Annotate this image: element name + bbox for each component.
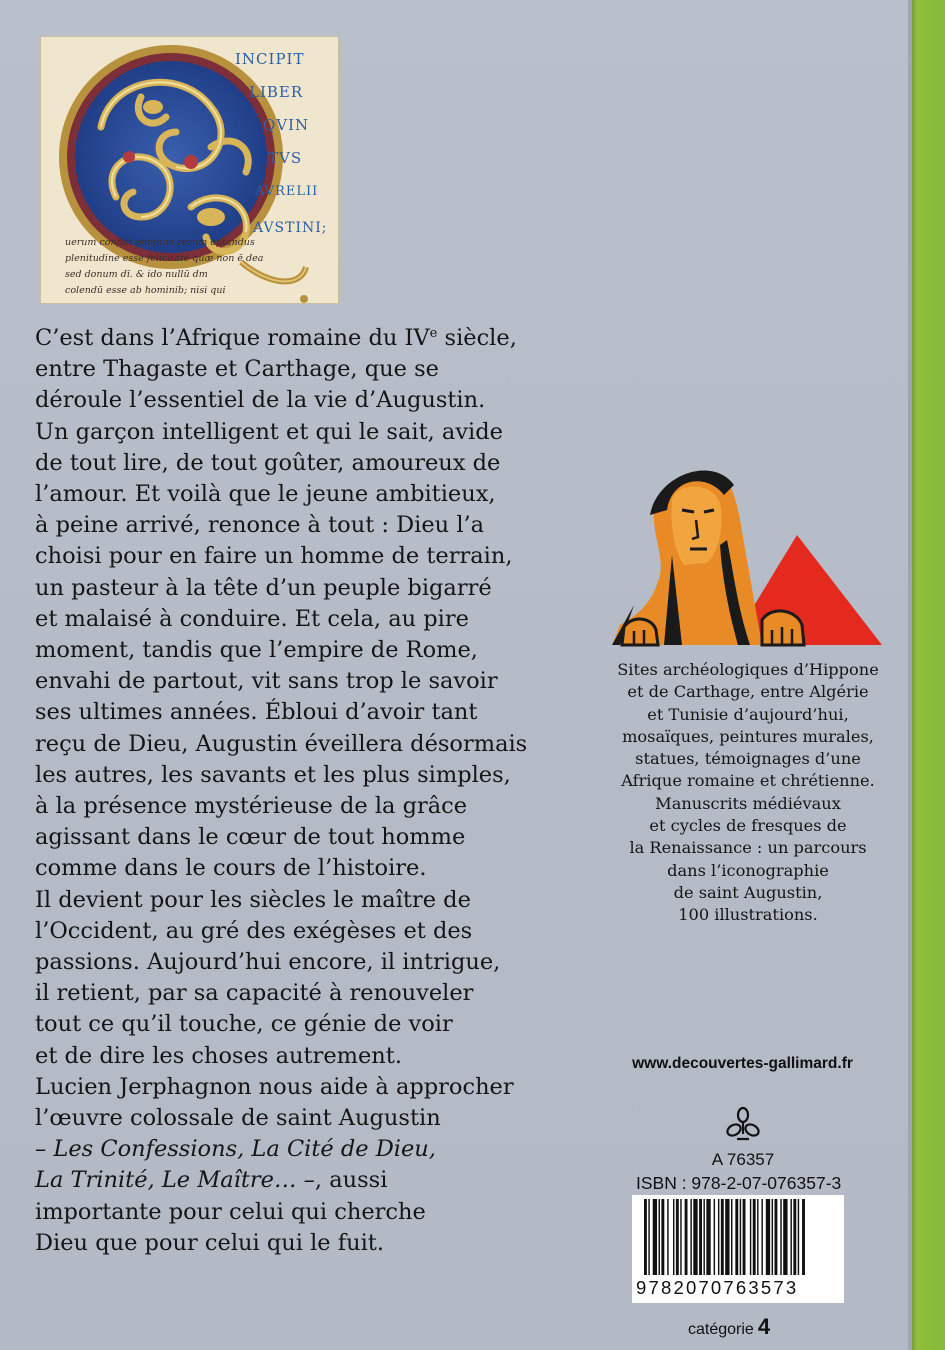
blurb-line: l’œuvre colossale de saint Augustin: [35, 1105, 441, 1132]
blurb-line: La Trinité, Le Maître… –, aussi: [35, 1167, 388, 1194]
barcode-bar: [644, 1199, 647, 1275]
barcode-bar: [783, 1199, 787, 1275]
barcode-bar: [648, 1199, 649, 1275]
blurb-line: envahi de partout, vit sans trop le savoir: [35, 668, 498, 695]
barcode-bar: [798, 1199, 799, 1275]
manuscript-line-3: sed donum dī. & ido nullū dm: [65, 269, 208, 280]
barcode-bars: [632, 1195, 844, 1279]
caption-line: de saint Augustin,: [673, 882, 823, 902]
caption-line: Afrique romaine et chrétienne.: [621, 771, 875, 791]
barcode-bar: [753, 1199, 756, 1275]
blurb-line: les autres, les savants et les plus simples,: [35, 761, 511, 788]
blurb-line: à la présence mystérieuse de la grâce: [35, 793, 468, 820]
caption-line: la Renaissance : un parcours: [629, 838, 867, 858]
blurb-line: et malaisé à conduire. Et cela, au pire: [35, 605, 469, 632]
blurb-line: ses ultimes années. Ébloui d’avoir tant: [35, 699, 478, 726]
caption-line: statues, témoignages d’une: [635, 749, 861, 769]
manuscript-word-6: AVSTINI;: [253, 220, 328, 236]
category-text: catégorie: [688, 1321, 754, 1338]
barcode-digits: 9782070763573: [636, 1277, 799, 1298]
barcode-bar: [743, 1199, 746, 1275]
barcode-bar: [718, 1199, 719, 1275]
blurb-line: de tout lire, de tout goûter, amoureux de: [35, 449, 501, 476]
illustrations-caption: [598, 659, 898, 927]
barcode-bar: [725, 1199, 729, 1275]
green-spine-strip: [912, 0, 945, 1350]
barcode-bar: [735, 1199, 738, 1275]
barcode-bar: [661, 1199, 664, 1275]
barcode-bar: [703, 1199, 704, 1275]
barcode-bar: [790, 1199, 791, 1275]
barcode-bar: [721, 1199, 724, 1275]
barcode-bar: [714, 1199, 715, 1275]
manuscript-line-1: uerum conflat omnium rerum optandus: [65, 237, 255, 248]
barcode-bar: [775, 1199, 778, 1275]
blurb-line: moment, tandis que l’empire de Rome,: [35, 637, 478, 664]
barcode-bar: [685, 1199, 688, 1275]
sphinx-pyramid-logo: [612, 455, 884, 650]
barcode-bar: [793, 1199, 796, 1275]
manuscript-word-3: QVIN: [263, 116, 310, 134]
manuscript-line-2: plenitudine esse felicitatē quæ non ē dea: [65, 253, 264, 264]
publisher-flower-icon: [726, 1106, 760, 1142]
barcode-bar: [667, 1199, 668, 1275]
barcode-bar: [766, 1199, 770, 1275]
sphinx-figure: [612, 471, 804, 645]
blurb-line: entre Thagaste et Carthage, que se: [35, 356, 439, 383]
blurb-line: passions. Aujourd’hui encore, il intrigue,: [35, 949, 501, 976]
manuscript-word-5: AVRELII: [255, 184, 319, 199]
caption-line: mosaïques, peintures murales,: [622, 726, 874, 746]
manuscript-line-4: colendū esse ab hominib; nisi qui: [65, 285, 226, 296]
blurb-line: choisi pour en faire un homme de terrain,: [35, 543, 513, 570]
barcode-bar: [680, 1199, 681, 1275]
blurb-line: un pasteur à la tête d’un peuple bigarré: [35, 574, 492, 601]
manuscript-word-2: LIBER: [249, 83, 304, 101]
blurb-line: comme dans le cours de l’histoire.: [35, 855, 427, 882]
blurb-line: à peine arrivé, renonce à tout : Dieu l’a: [35, 512, 485, 539]
barcode-bar: [802, 1199, 805, 1275]
blurb-line: Lucien Jerphagnon nous aide à approcher: [35, 1073, 514, 1100]
blurb-line: Un garçon intelligent et qui le sait, avide: [35, 418, 503, 445]
barcode-bar: [699, 1199, 702, 1275]
caption-line: et de Carthage, entre Algérie: [627, 682, 869, 702]
blurb-line: il retient, par sa capacité à renouveler: [35, 980, 474, 1007]
barcode-bar: [780, 1199, 781, 1275]
blurb-line: tout ce qu’il touche, ce génie de voir: [35, 1011, 453, 1038]
barcode-bar: [731, 1199, 732, 1275]
barcode-bar: [761, 1199, 762, 1275]
blurb-line: – Les Confessions, La Cité de Dieu,: [35, 1136, 436, 1163]
barcode-bar: [690, 1199, 691, 1275]
blurb-line: importante pour celui qui cherche: [35, 1198, 426, 1225]
illuminated-manuscript-image: [40, 36, 339, 304]
blurb-line: reçu de Dieu, Augustin éveillera désormais: [35, 730, 528, 757]
blurb-line: l’Occident, au gré des exégèses et des: [35, 917, 473, 944]
blurb-line: l’amour. Et voilà que le jeune ambitieux,: [35, 481, 496, 508]
isbn-number: ISBN : 978-2-07-076357-3: [636, 1173, 842, 1193]
caption-line: et cycles de fresques de: [649, 816, 847, 836]
caption-line: et Tunisie d’aujourd’hui,: [647, 704, 849, 724]
barcode-bar: [659, 1199, 660, 1275]
publisher-website: www.decouvertes-gallimard.fr: [632, 1055, 853, 1072]
barcode-bar: [757, 1199, 758, 1275]
barcode-bar: [740, 1199, 741, 1275]
caption-line: 100 illustrations.: [678, 905, 818, 925]
caption-line: Sites archéologiques d’Hippone: [617, 660, 879, 679]
barcode-bar: [676, 1199, 679, 1275]
blurb-line: agissant dans le cœur de tout homme: [35, 824, 466, 851]
category-label: [688, 1314, 770, 1340]
caption-line: dans l’iconographie: [667, 860, 829, 880]
barcode-bar: [750, 1199, 751, 1275]
barcode-bar: [772, 1199, 773, 1275]
caption-line: Manuscrits médiévaux: [655, 793, 841, 813]
barcode-bar: [673, 1199, 674, 1275]
catalog-code: A 76357: [711, 1150, 775, 1169]
manuscript-word-4: TVS: [268, 149, 303, 167]
barcode: [632, 1195, 844, 1303]
category-number: 4: [757, 1314, 771, 1339]
blurb-line: et de dire les choses autrement.: [35, 1042, 402, 1069]
blurb-line: Il devient pour les siècles le maître de: [35, 886, 471, 913]
blurb-line: Dieu que pour celui qui le fuit.: [35, 1229, 384, 1256]
barcode-bar: [706, 1199, 710, 1275]
blurb-line: déroule l’essentiel de la vie d’Augustin.: [35, 387, 486, 414]
barcode-bar: [693, 1199, 697, 1275]
blurb-text: [35, 323, 575, 1259]
blurb-line: C’est dans l’Afrique romaine du IVe siècle,: [35, 325, 517, 351]
barcode-bar: [653, 1199, 657, 1275]
manuscript-word-1: INCIPIT: [235, 50, 305, 68]
